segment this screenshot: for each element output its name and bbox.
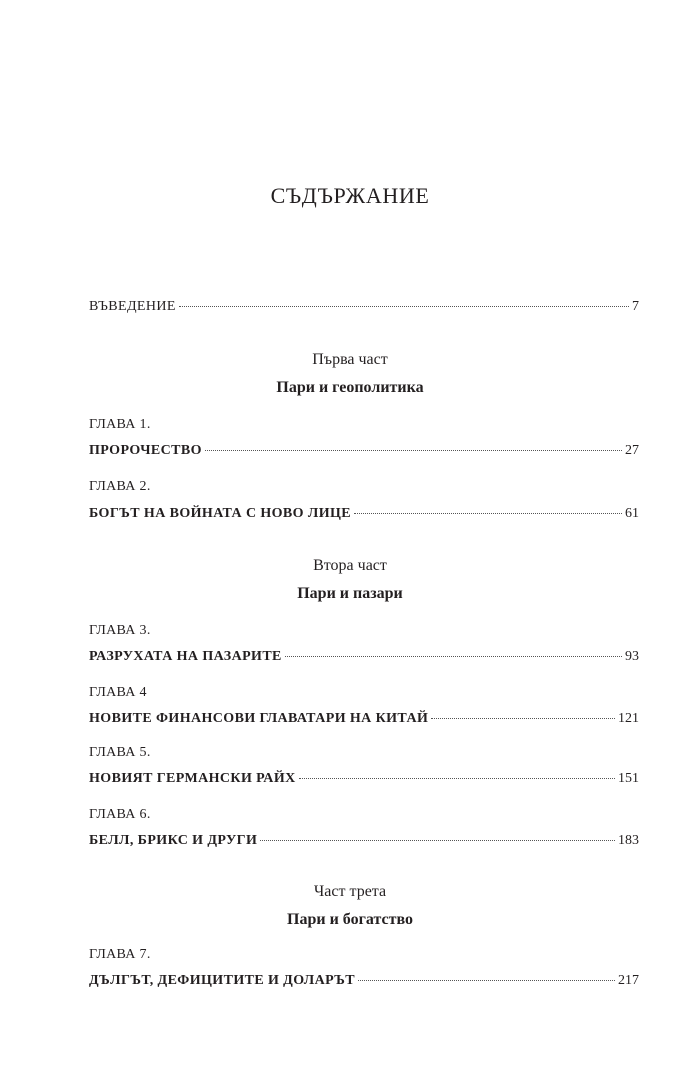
dot-leader <box>299 777 615 779</box>
dot-leader <box>358 979 615 981</box>
chapter-number: ГЛАВА 6. <box>89 807 151 822</box>
dot-leader <box>205 449 622 451</box>
part-label: Втора част <box>313 557 387 574</box>
toc-entry-label: РАЗРУХАТА НА ПАЗАРИТЕ <box>89 649 282 664</box>
chapter-number: ГЛАВА 3. <box>89 623 151 638</box>
dot-leader <box>179 305 629 307</box>
part-title: Пари и богатство <box>287 911 413 928</box>
dot-leader <box>260 839 615 841</box>
toc-entry-page: 217 <box>618 973 639 988</box>
toc-entry-label: БЕЛЛ, БРИКС И ДРУГИ <box>89 833 258 848</box>
chapter-number: ГЛАВА 1. <box>89 417 151 432</box>
toc-entry-page: 93 <box>625 649 639 664</box>
toc-entry-page: 7 <box>632 299 639 314</box>
toc-entry-label: НОВИЯТ ГЕРМАНСКИ РАЙХ <box>89 771 296 786</box>
toc-entry-chapter-6[interactable] <box>89 832 639 850</box>
toc-entry-chapter-2[interactable] <box>89 505 639 523</box>
toc-entry-introduction[interactable] <box>89 298 639 316</box>
part-label: Част трета <box>313 883 387 900</box>
toc-entry-chapter-3[interactable] <box>89 648 639 666</box>
toc-entry-page: 151 <box>618 771 639 786</box>
toc-entry-label: ВЪВЕДЕНИЕ <box>89 299 176 314</box>
toc-entry-chapter-4[interactable] <box>89 710 639 728</box>
toc-entry-label: ДЪЛГЪТ, ДЕФИЦИТИТЕ И ДОЛАРЪТ <box>89 973 355 988</box>
chapter-number: ГЛАВА 7. <box>89 947 151 962</box>
toc-entry-chapter-1[interactable] <box>89 442 639 460</box>
toc-entry-label: БОГЪТ НА ВОЙНАТА С НОВО ЛИЦЕ <box>89 506 352 521</box>
toc-entry-label: ПРОРОЧЕСТВО <box>89 443 202 458</box>
page-title: СЪДЪРЖАНИЕ <box>270 183 430 208</box>
toc-entry-page: 183 <box>618 833 639 848</box>
chapter-number: ГЛАВА 2. <box>89 479 151 494</box>
toc-entry-chapter-5[interactable] <box>89 770 639 788</box>
toc-entry-page: 61 <box>625 506 639 521</box>
dot-leader <box>354 512 622 514</box>
part-title: Пари и пазари <box>297 585 403 602</box>
chapter-number: ГЛАВА 5. <box>89 745 151 760</box>
toc-entry-page: 27 <box>625 443 639 458</box>
dot-leader <box>431 717 615 719</box>
chapter-number: ГЛАВА 4 <box>89 685 147 700</box>
toc-entry-label: НОВИТЕ ФИНАНСОВИ ГЛАВАТАРИ НА КИТАЙ <box>89 711 429 726</box>
dot-leader <box>285 655 622 657</box>
toc-entry-page: 121 <box>618 711 639 726</box>
part-label: Първа част <box>312 351 388 368</box>
toc-entry-chapter-7[interactable] <box>89 972 639 990</box>
part-title: Пари и геополитика <box>276 379 424 396</box>
